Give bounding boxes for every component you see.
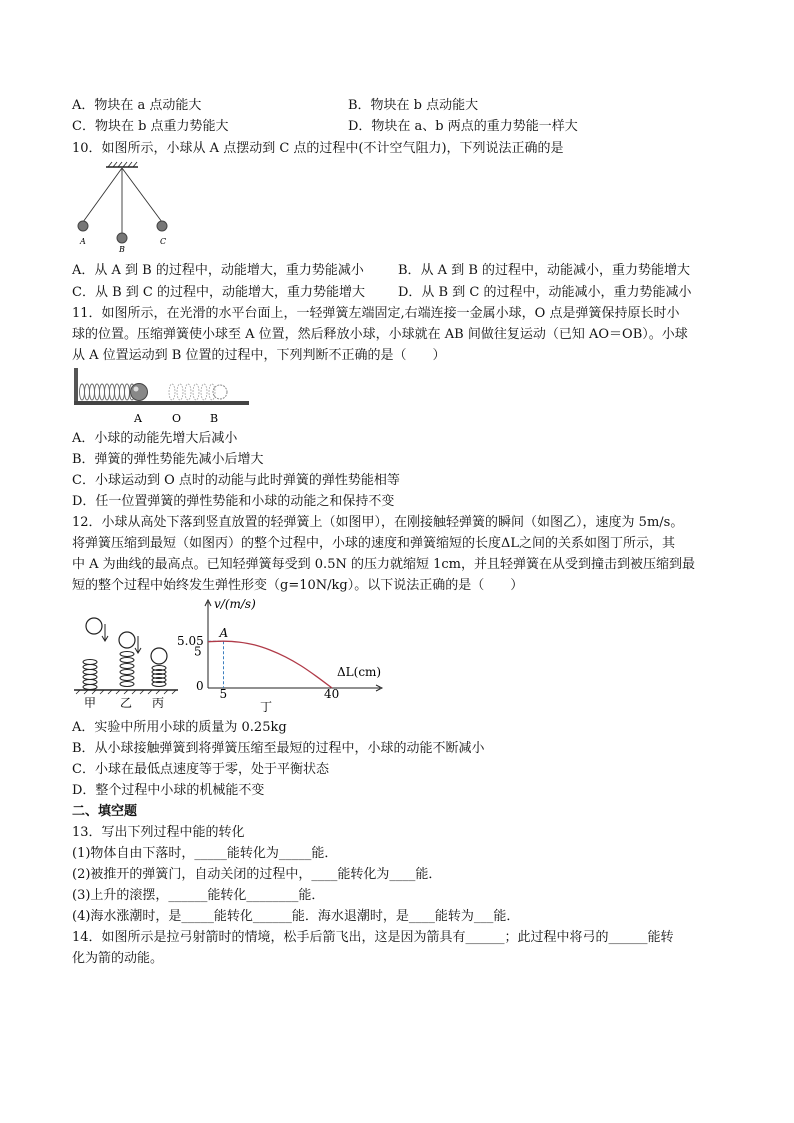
ball-a [78,221,88,231]
label-o: O [172,412,182,425]
q11-option-d: D．任一位置弹簧的弹性势能和小球的动能之和保持不变 [72,494,395,509]
q12-stem-line2: 将弹簧压缩到最短（如图丙）的整个过程中，小球的速度和弹簧缩短的长度ΔL之间的关系如图丁所示，其 [72,536,676,551]
label-a: A [134,412,142,425]
q12-option-b: B．从小球接触弹簧到将弹簧压缩至最短的过程中，小球的动能不断减小 [72,741,485,756]
q13-line2: (2)被推开的弹簧门，自动关闭的过程中，____能转化为____能． [72,867,442,882]
q9-option-c: C．物块在 b 点重力势能大 [72,119,229,134]
q12-stem-line1: 12．小球从高处下落到竖直放置的轻弹簧上（如图甲），在刚接触轻弹簧的瞬间（如图乙），速度为 5m/s。 [72,515,684,530]
q9-option-b: B．物块在 b 点动能大 [348,98,479,113]
q12-option-c: C．小球在最低点速度等于零，处于平衡状态 [72,762,329,777]
x-tick-label: 5 [219,687,228,701]
x-tick-label: 40 [324,687,340,701]
label-jia: 甲 [84,696,97,708]
spring-ball-figure [72,368,252,428]
q13-line1: (1)物体自由下落时，_____能转化为_____能． [72,846,338,861]
q11-stem-line3: 从 A 位置运动到 B 位置的过程中，下列判断不正确的是（ ） [72,348,446,363]
q11-option-a: A．小球的动能先增大后减小 [72,431,238,446]
q9-option-d: D．物块在 a、b 两点的重力势能一样大 [348,119,578,134]
label-b: B [119,245,125,252]
label-yi: 乙 [120,696,133,708]
q14-line2: 化为箭的动能。 [72,951,164,966]
q12-option-a: A．实验中所用小球的质量为 0.25kg [72,720,287,735]
peak-label: A [219,626,229,641]
x-axis-label: ΔL(cm) [337,665,382,679]
y-tick-label: 5 [194,644,202,659]
springs-figure [72,612,184,708]
q12-option-d: D．整个过程中小球的机械能不变 [72,783,265,798]
q11-option-c: C．小球运动到 O 点时的动能与此时弹簧的弹性势能相等 [72,473,400,488]
q10-option-c: C．从 B 到 C 的过程中，动能增大，重力势能增大 [72,285,365,300]
ball-c [157,221,167,231]
label-bing: 丙 [152,696,165,708]
q11-stem-line1: 11．如图所示，在光滑的水平台面上，一轻弹簧左端固定,右端连接一金属小球，O 点是弹簧保持原长时小 [72,306,680,321]
section-heading: 二、填空题 [72,804,138,819]
label-a: A [80,237,86,246]
q11-option-b: B．弹簧的弹性势能先减小后增大 [72,452,264,467]
q12-stem-line4: 短的整个过程中始终发生弹性形变（g=10N/kg）。以下说法正确的是（ ） [72,578,524,593]
label-c: C [160,237,167,246]
q11-stem-line2: 球的位置。压缩弹簧使小球至 A 位置，然后释放小球，小球就在 AB 间做往复运动（已知 AO＝OB）。小球 [72,327,688,342]
q13-line4: (4)海水涨潮时，是_____能转化______能．海水退潮时，是____能转为___能． [72,909,520,924]
y-tick-label: 5.05 [177,634,204,649]
q10-stem: 10．如图所示，小球从 A 点摆动到 C 点的过程中(不计空气阻力)，下列说法正确的是 [72,141,564,156]
velocity-curve [208,641,332,688]
q9-option-a: A．物块在 a 点动能大 [72,98,202,113]
label-ding: 丁 [260,700,273,714]
q10-option-a: A．从 A 到 B 的过程中，动能增大，重力势能减小 [72,263,364,278]
x-tick-label: 0 [196,679,204,693]
q13-line3: (3)上升的滚摆，______能转化________能． [72,888,325,903]
label-b: B [210,412,219,425]
q13-stem: 13．写出下列过程中能的转化 [72,825,245,840]
q14-line1: 14．如图所示是拉弓射箭时的情境，松手后箭飞出，这是因为箭具有______；此过程中将弓的______能转 [72,930,674,945]
pendulum-figure [70,160,190,252]
q10-option-d: D．从 B 到 C 的过程中，动能减小，重力势能减小 [398,285,692,300]
q12-stem-line3: 中 A 为曲线的最高点。已知轻弹簧每受到 0.5N 的压力就缩短 1cm，并且轻弹簧在从受到撞击到被压缩到最 [72,557,695,572]
y-axis-label: v/(m/s) [214,597,256,611]
ball-b [117,233,127,243]
q10-option-b: B．从 A 到 B 的过程中，动能减小，重力势能增大 [398,263,691,278]
velocity-chart [172,596,392,714]
